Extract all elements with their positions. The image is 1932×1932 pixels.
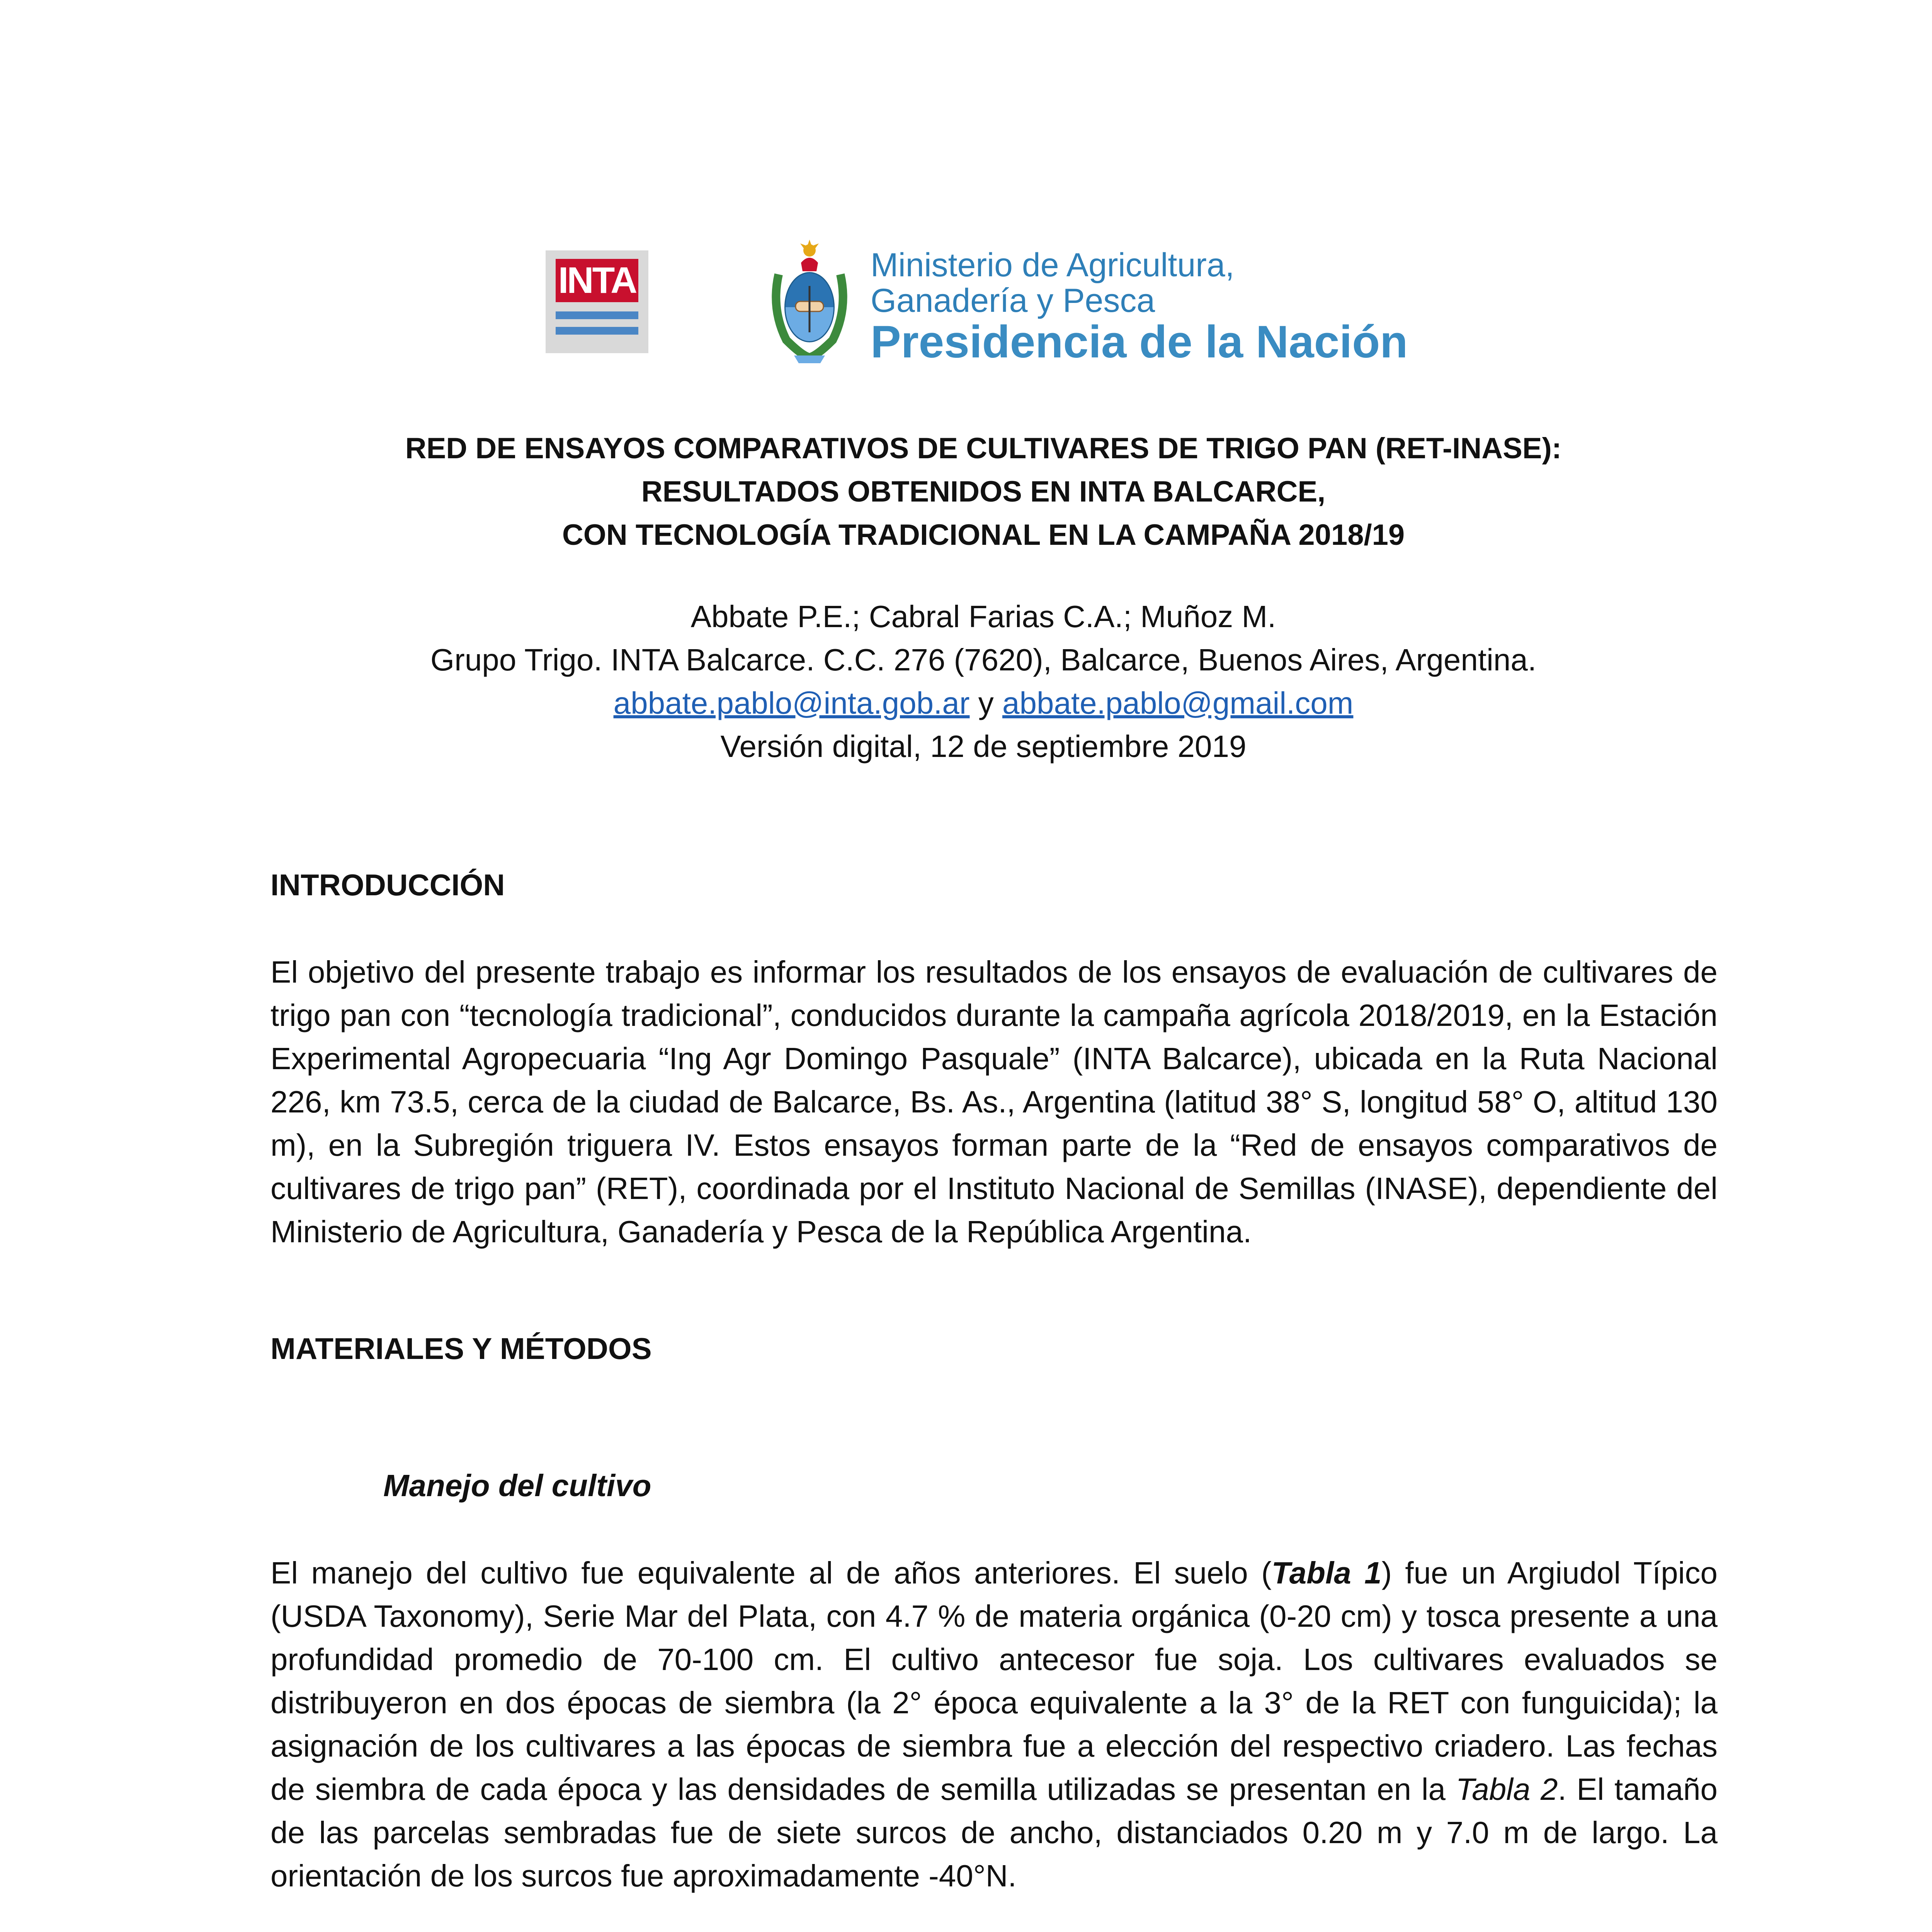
crop-p1-part-c: . El tamaño de las parcelas sembradas fue de siete surcos de ancho, distanciados 0.20 m y 7.0 m de largo. La orientación de los surcos fue aproximadamente -40°N. (270, 1772, 1718, 1893)
inta-logo (546, 250, 648, 353)
coat-of-arms-icon (767, 240, 860, 371)
document-title (270, 427, 1696, 557)
email-link-inta[interactable]: abbate.pablo@inta.gob.ar (613, 686, 970, 720)
ministry-line-2: Ganadería y Pesca (871, 282, 1155, 319)
email-joiner: y (978, 686, 1002, 720)
crop-paragraph-1 (270, 1551, 1718, 1898)
ministry-line-1: Ministerio de Agricultura, (871, 247, 1235, 284)
crop-p1-part-a: El manejo del cultivo fue equivalente al de años anteriores. El suelo ( (270, 1556, 1272, 1590)
table-2-reference: Tabla 2 (1456, 1772, 1558, 1806)
inta-logo-stripe (556, 311, 638, 319)
author-affiliation: Grupo Trigo. INTA Balcarce. C.C. 276 (7620), Balcarce, Buenos Aires, Argentina. (430, 643, 1537, 677)
inta-logo-stripe (556, 327, 638, 335)
author-names: Abbate P.E.; Cabral Farias C.A.; Muñoz M. (690, 599, 1276, 634)
email-link-gmail[interactable]: abbate.pablo@gmail.com (1002, 686, 1354, 720)
ministry-line-3: Presidencia de la Nación (871, 316, 1408, 367)
inta-logo-text: INTA (556, 259, 638, 302)
title-line-1: RED DE ENSAYOS COMPARATIVOS DE CULTIVARES DE TRIGO PAN (RET-INASE): (405, 432, 1562, 465)
introduction-heading: INTRODUCCIÓN (270, 868, 505, 902)
methods-heading: MATERIALES Y MÉTODOS (270, 1332, 652, 1366)
table-1-reference: Tabla 1 (1271, 1556, 1382, 1590)
title-line-2: RESULTADOS OBTENIDOS EN INTA BALCARCE, (641, 475, 1326, 508)
crop-management-subheading: Manejo del cultivo (383, 1468, 651, 1503)
author-emails (270, 682, 1696, 725)
document-version: Versión digital, 12 de septiembre 2019 (720, 729, 1247, 764)
authors-block (270, 595, 1696, 768)
title-line-3: CON TECNOLOGÍA TRADICIONAL EN LA CAMPAÑA 2018/19 (562, 519, 1405, 551)
introduction-paragraph: El objetivo del presente trabajo es informar los resultados de los ensayos de evaluación de cultivares de trigo pan con “tecnología tradicional”, conducidos durante la campaña agrícola 2018/2019, en la Estación Experimental Agropecuaria “Ing Agr Domingo Pasquale” (INTA Balcarce), ubicada en la Ruta Nacional 226, km 73.5, cerca de la ciudad de Balcarce, Bs. As., Argentina (latitud 38° S, longitud 58° O, altitud 130 m), en la Subregión triguera IV. Estos ensayos forman parte de la “Red de ensayos comparativos de cultivares de trigo pan” (RET), coordinada por el Instituto Nacional de Semillas (INASE), dependiente del Ministerio de Agricultura, Ganadería y Pesca de la República Argentina. (270, 955, 1718, 1249)
ministry-logo (767, 240, 1463, 371)
crop-p1-part-b: ) fue un Argiudol Típico (USDA Taxonomy), Serie Mar del Plata, con 4.7 % de materia orgánica (0-20 cm) y tosca presente a una profundidad promedio de 70-100 cm. El cultivo antecesor fue soja. Los cultivares evaluados se distribuyeron en dos épocas de siembra (la 2° época equivalente a la 3° de la RET con funguicida); la asignación de los cultivares a las épocas de siembra fue a elección del respectivo criadero. Las fechas de siembra de cada época y las densidades de semilla utilizadas se presentan en la (270, 1556, 1718, 1806)
